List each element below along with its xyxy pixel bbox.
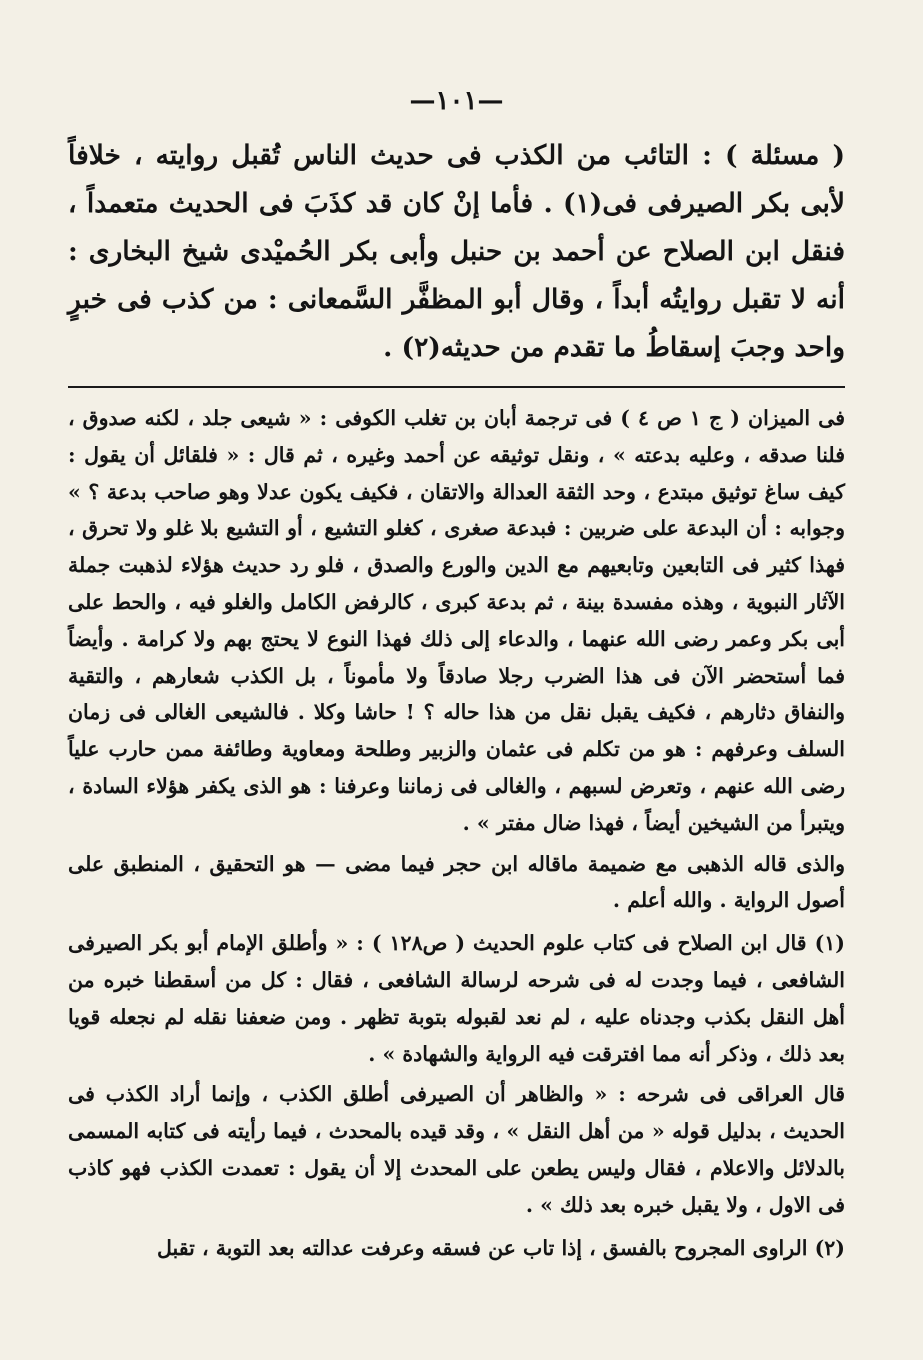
- footnote-continuation: فى الميزان ( ج ١ ص ٤ ) فى ترجمة أبان بن تغلب الكوفى : « شيعى جلد ، لكنه صدوق ، فلنا صدقه ، وعليه بدعته » ، ونقل توثيقه عن أحمد وغيره ، ثم قال : « فلقائل أن يقول : كيف ساغ توثيق مبتدع ، وحد الثقة العدالة والاتقان ، فكيف يكون عدلا وهو صاحب بدعة ؟ » وجوابه : أن البدعة على ضربين : فبدعة صغرى ، كغلو التشيع ، أو التشيع بلا غلو ولا تحرق ، فهذا كثير فى التابعين وتابعيهم مع الدين والورع والصدق ، فلو رد حديث هؤلاء لذهبت جملة الآثار النبوية ، وهذه مفسدة بينة ، ثم بدعة كبرى ، كالرفض الكامل والغلو فيه ، والحط على أبى بكر وعمر رضى الله عنهما ، والدعاء إلى ذلك فهذا النوع لا يحتج بهم ولا كرامة . وأيضاً فما أستحضر الآن فى هذا الضرب رجلا صادقاً ولا مأموناً ، بل الكذب شعارهم ، والتقية والنفاق دثارهم ، فكيف يقبل نقل من هذا حاله ؟ ! حاشا وكلا . فالشيعى الغالى فى زمان السلف وعرفهم : هو من تكلم فى عثمان والزبير وطلحة ومعاوية وطائفة ممن حارب علياً رضى الله عنهم ، وتعرض لسبهم ، والغالى فى زماننا وعرفنا : هو الذى يكفر هؤلاء السادة ، ويتبرأ من الشيخين أيضاً ، فهذا ضال مفتر » .: [68, 406, 845, 835]
- footnote-2: (٢) الراوى المجروح بالفسق ، إذا تاب عن فسقه وعرفت عدالته بعد التوبة ، تقبل: [157, 1235, 845, 1260]
- main-text: [68, 132, 845, 372]
- footnote-1: (١) قال ابن الصلاح فى كتاب علوم الحديث ( ص١٢٨ ) : « وأطلق الإمام أبو بكر الصيرفى الشافعى ، فيما وجدت له فى شرحه لرسالة الشافعى ، فقال : كل من أسقطنا خبره من أهل النقل بكذب وجدناه عليه ، لم نعد لقبوله بتوبة تظهر . ومن ضعفنا نقله لم نجعله قويا بعد ذلك ، وذكر أنه مما افترقت فيه الرواية والشهادة » .: [68, 931, 845, 1066]
- footnote-paragraph: والذى قاله الذهبى مع ضميمة ماقاله ابن حجر فيما مضى — هو التحقيق ، المنطبق على أصول الرواية . والله أعلم .: [68, 851, 845, 913]
- footnote-separator: [68, 386, 845, 388]
- footnote-1-continued: قال العراقى فى شرحه : « والظاهر أن الصيرفى أطلق الكذب ، وإنما أراد الكذب فى الحديث ، بدليل قوله « من أهل النقل » ، وقد قيده بالمحدث ، فيما رأيته فى كتابه المسمى بالدلائل والاعلام ، فقال وليس يطعن على المحدث إلا أن يقول : تعمدت الكذب فهو كاذب فى الاول ، ولا يقبل خبره بعد ذلك » .: [68, 1082, 845, 1217]
- main-paragraph: ( مسئلة ) : التائب من الكذب فى حديث الناس تُقبل روايته ، خلافاً لأبى بكر الصيرفى فى(١) . فأما إنْ كان قد كذَبَ فى الحديث متعمداً ، فنقل ابن الصلاح عن أحمد بن حنبل وأبى بكر الحُميْدى شيخ البخارى : أنه لا تقبل روايتُه أبداً ، وقال أبو المظفَّر السَّمعانى : من كذب فى خبرٍ واحد وجبَ إسقاطُ ما تقدم من حديثه(٢) .: [68, 140, 845, 363]
- footnotes: [68, 400, 845, 1266]
- page-number: —١٠١—: [409, 86, 504, 116]
